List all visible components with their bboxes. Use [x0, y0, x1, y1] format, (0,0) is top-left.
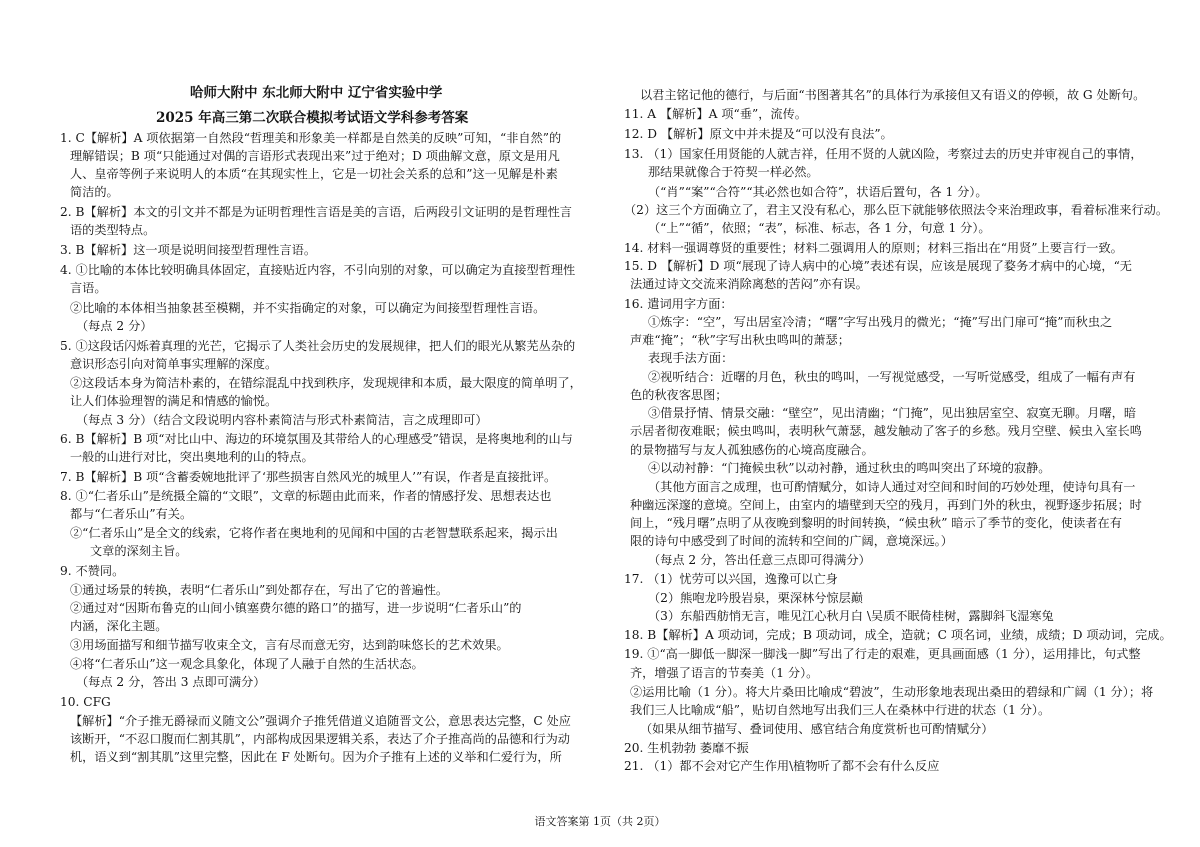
answer-line: 色的秋夜客思图；	[630, 388, 728, 402]
answer-line: 语的类型特点。	[70, 223, 156, 237]
answer-line: 限的诗句中感受到了时间的流转和空间的广阔，意境深远。）	[630, 534, 953, 548]
answer-line: 17. （1）忧劳可以兴国，逸豫可以亡身	[624, 572, 838, 586]
answer-line: 16. 遣词用字方面：	[624, 297, 733, 311]
answer-line: 20. 生机勃勃 萎靡不振	[624, 741, 749, 755]
answer-line: 意识形态引向对简单事实理解的深度。	[70, 357, 278, 371]
answer-line: 6. B【解析】B 项“对比山中、海边的环境氛围及其带给人的心理感受”错误，是将奥地利的山与	[60, 432, 573, 446]
school-names: 哈师大附中 东北师大附中 辽宁省实验中学	[190, 85, 443, 101]
answer-line: 我们三人比喻成“船”，贴切自然地写出我们三人在桑林中行进的状态（1 分）。	[630, 703, 1051, 717]
answer-line: 21. （1）都不会对它产生作用\植物听了都不会有什么反应	[624, 759, 940, 773]
answer-line: （3）东船西舫悄无言，唯见江心秋月白 \吴质不眠倚桂树，露脚斜飞湿寒兔	[648, 609, 1054, 623]
answer-line: （“上”“循”，依照；“表”，标准、标志，各 1 分，句意 1 分）。	[648, 221, 991, 235]
answer-line: 10. CFG	[60, 695, 111, 709]
answer-line: ②比喻的本体相当抽象甚至模糊，并不实指确定的对象，可以确定为间接型哲理性言语。	[70, 301, 546, 315]
answer-line: 15. D 【解析】D 项“展现了诗人病中的心境”表述有误，应该是展现了婺务才病中的心境，“无	[624, 259, 1132, 273]
answer-line: 种幽远深邃的意境。空间上，由室内的墙壁到天空的残月，再到门外的秋虫，视野逐步拓展；时	[630, 498, 1142, 512]
answer-line: （其他方面言之成理，也可酌情赋分，如诗人通过对空间和时间的巧妙处理，使诗句具有一	[648, 480, 1136, 494]
answer-line: 简洁的。	[70, 185, 119, 199]
answer-line: 1. C【解析】A 项依据第一自然段“哲理美和形象美一样都是自然美的反映”可知，“非自然”的	[60, 131, 562, 145]
answer-line: ④将“仁者乐山”这一观念具象化，体现了人融于自然的生活状态。	[70, 657, 424, 671]
document-title: 2025 年高三第二次联合模拟考试语文学科参考答案	[156, 110, 469, 126]
answer-line: ②这段话本身为简洁朴素的，在错综混乱中找到秩序，发现规律和本质，最大限度的简单明了，	[70, 376, 582, 390]
answer-line: 9. 不赞同。	[60, 564, 125, 578]
answer-line: 19. ①“高一脚低一脚深一脚浅一脚”写出了行走的艰难，更具画面感（1 分），运用排比，句式整	[624, 647, 1141, 661]
answer-line: ①炼字：“空”，写出居室冷清；“曙”字写出残月的微光；“掩”写出门扉可“掩”而秋虫之	[648, 315, 1113, 329]
answer-line: （每点 2 分，答出 3 点即可满分）	[76, 675, 266, 689]
answer-line: 一般的山进行对比，突出奥地利的山的特点。	[70, 450, 314, 464]
answer-line: ②通过对“因斯布鲁克的山间小镇塞费尔德的路口”的描写，进一步说明“仁者乐山”的	[70, 601, 522, 615]
answer-line: 那结果就像合于符契一样必然。	[648, 165, 819, 179]
answer-line: ④以动衬静：“门掩候虫秋”以动衬静，通过秋虫的鸣叫突出了环境的寂静。	[648, 461, 1051, 475]
answer-line: ①通过场景的转换，表明“仁者乐山”到处都存在，写出了它的普遍性。	[70, 583, 449, 597]
answer-line: （“肖”“案”“合符”“其必然也如合符”，状语后置句，各 1 分）。	[648, 185, 988, 199]
page-footer: 语文答案第 1页（共 2页）	[534, 815, 666, 828]
answer-line: ③借景抒情、情景交融：“壁空”，见出清幽；“门掩”，见出独居室空、寂寞无聊。月曙，暗	[648, 406, 1137, 420]
answer-line: 2. B【解析】本文的引文并不都是为证明哲理性言语是美的言语，后两段引文证明的是哲理性言	[60, 205, 572, 219]
answer-line: 示居者彻夜难眠；候虫鸣叫，表明秋气萧瑟，越发触动了客子的乡愁。残月空壁、候虫入室长鸣	[630, 424, 1142, 438]
answer-line: 都与“仁者乐山”有关。	[70, 507, 193, 521]
answer-line: （每点 2 分，答出任意三点即可得满分）	[648, 553, 871, 567]
answer-line: 14. 材料一强调尊贤的重要性；材料二强调用人的原则；材料三指出在“用贤”上要言行一致。	[624, 241, 1123, 255]
answer-line: 声难“掩”；“秋”字写出秋虫鸣叫的萧瑟；	[630, 333, 850, 347]
answer-line: 该断开，“不忍口腹而仁割其肌”，内部构成因果逻辑关系，表达了介子推高尚的品德和行为动	[70, 732, 570, 746]
answer-line: 3. B【解析】这一项是说明间接型哲理性言语。	[60, 243, 317, 257]
answer-line: 法通过诗文交流来消除离愁的苦闷”亦有误。	[630, 277, 868, 291]
answer-line: （2）熊咆龙吟殷岩泉，栗深林兮惊层巅	[648, 591, 863, 605]
answer-line: 间上，“残月曙”点明了从夜晚到黎明的时间转换，“候虫秋” 暗示了季节的变化，使读者在有	[630, 516, 1122, 530]
answer-line: 7. B【解析】B 项“含蓄委婉地批评了‘那些损害自然风光的城里人’”有误，作者是直接批评。	[60, 470, 557, 484]
answer-line: ②视听结合：近曙的月色，秋虫的鸣叫，一写视觉感受，一写听觉感受，组成了一幅有声有	[648, 370, 1136, 384]
answer-line: ②“仁者乐山”是全文的线索，它将作者在奥地利的见闻和中国的古老智慧联系起来，揭示出	[70, 526, 558, 540]
answer-line: 18. B【解析】A 项动词，完成；B 项动词，成全，造就；C 项名词，业绩，成绩；D 项动词，完成。	[624, 628, 1172, 642]
answer-line: 表现手法方面：	[648, 351, 734, 365]
answer-line: （2）这三个方面确立了，君主又没有私心，那么臣下就能够依照法令来治理政事，看着标准来行动。	[624, 203, 1169, 217]
answer-line: 内涵，深化主题。	[70, 619, 168, 633]
answer-line: （每点 2 分）	[76, 319, 153, 333]
answer-line: 理解错误；B 项“只能通过对偶的言语形式表现出来”过于绝对；D 项曲解文意，原文是用凡	[70, 149, 560, 163]
answer-line: 5. ①这段话闪烁着真理的光芒，它揭示了人类社会历史的发展规律，把人们的眼光从繁芜丛杂的	[60, 339, 576, 353]
answer-line: ②运用比喻（1 分）。将大片桑田比喻成“碧波”，生动形象地表现出桑田的碧绿和广阔（1 分）；将	[630, 685, 1154, 699]
answer-line: （每点 3 分）（结合文段说明内容朴素简洁与形式朴素简洁，言之成理即可）	[76, 413, 488, 427]
answer-line: 的景物描写与友人孤独感伤的心境高度融合。	[630, 443, 874, 457]
answer-line: 13. （1）国家任用贤能的人就吉祥，任用不贤的人就凶险，考察过去的历史并审视自己的事情，	[624, 147, 1143, 161]
answer-line: 4. ①比喻的本体比较明确具体固定，直接贴近内容，不引向别的对象，可以确定为直接型哲理性	[60, 263, 576, 277]
answer-line: ③用场面描写和细节描写收束全文，言有尽而意无穷，达到韵味悠长的艺术效果。	[70, 638, 509, 652]
answer-line: 12. D 【解析】原文中并未提及“可以没有良法”。	[624, 127, 893, 141]
answer-line: 8. ①“仁者乐山”是统摄全篇的“文眼”，文章的标题由此而来，作者的情感抒发、思想表达也	[60, 489, 552, 503]
answer-line: 言语。	[70, 281, 107, 295]
answer-line: 让人们体验理智的满足和情感的愉悦。	[70, 394, 278, 408]
answer-line: 以君主铭记他的德行，与后面“书图著其名”的具体行为承接但又有语义的停顿，故 G 处断句。	[640, 88, 1146, 102]
answer-line: 文章的深刻主旨。	[90, 544, 188, 558]
answer-line: 齐，增强了语言的节奏美（1 分）。	[630, 666, 819, 680]
answer-line: 11. A 【解析】A 项“垂”，流传。	[624, 107, 807, 121]
answer-line: 机，语义到“割其肌”这里完整，因此在 F 处断句。因为介子推有上述的义举和仁爱行为，所	[70, 750, 562, 764]
answer-line: 【解析】“介子推无爵禄而义随文公”强调介子推凭借道义追随晋文公，意思表达完整，C 处应	[70, 714, 571, 728]
answer-line: （如果从细节描写、叠词使用、感官结合角度赏析也可酌情赋分）	[640, 722, 994, 736]
answer-line: 人、皇帝等例子来说明人的本质“在其现实性上，它是一切社会关系的总和”这一见解是朴素	[70, 167, 558, 181]
